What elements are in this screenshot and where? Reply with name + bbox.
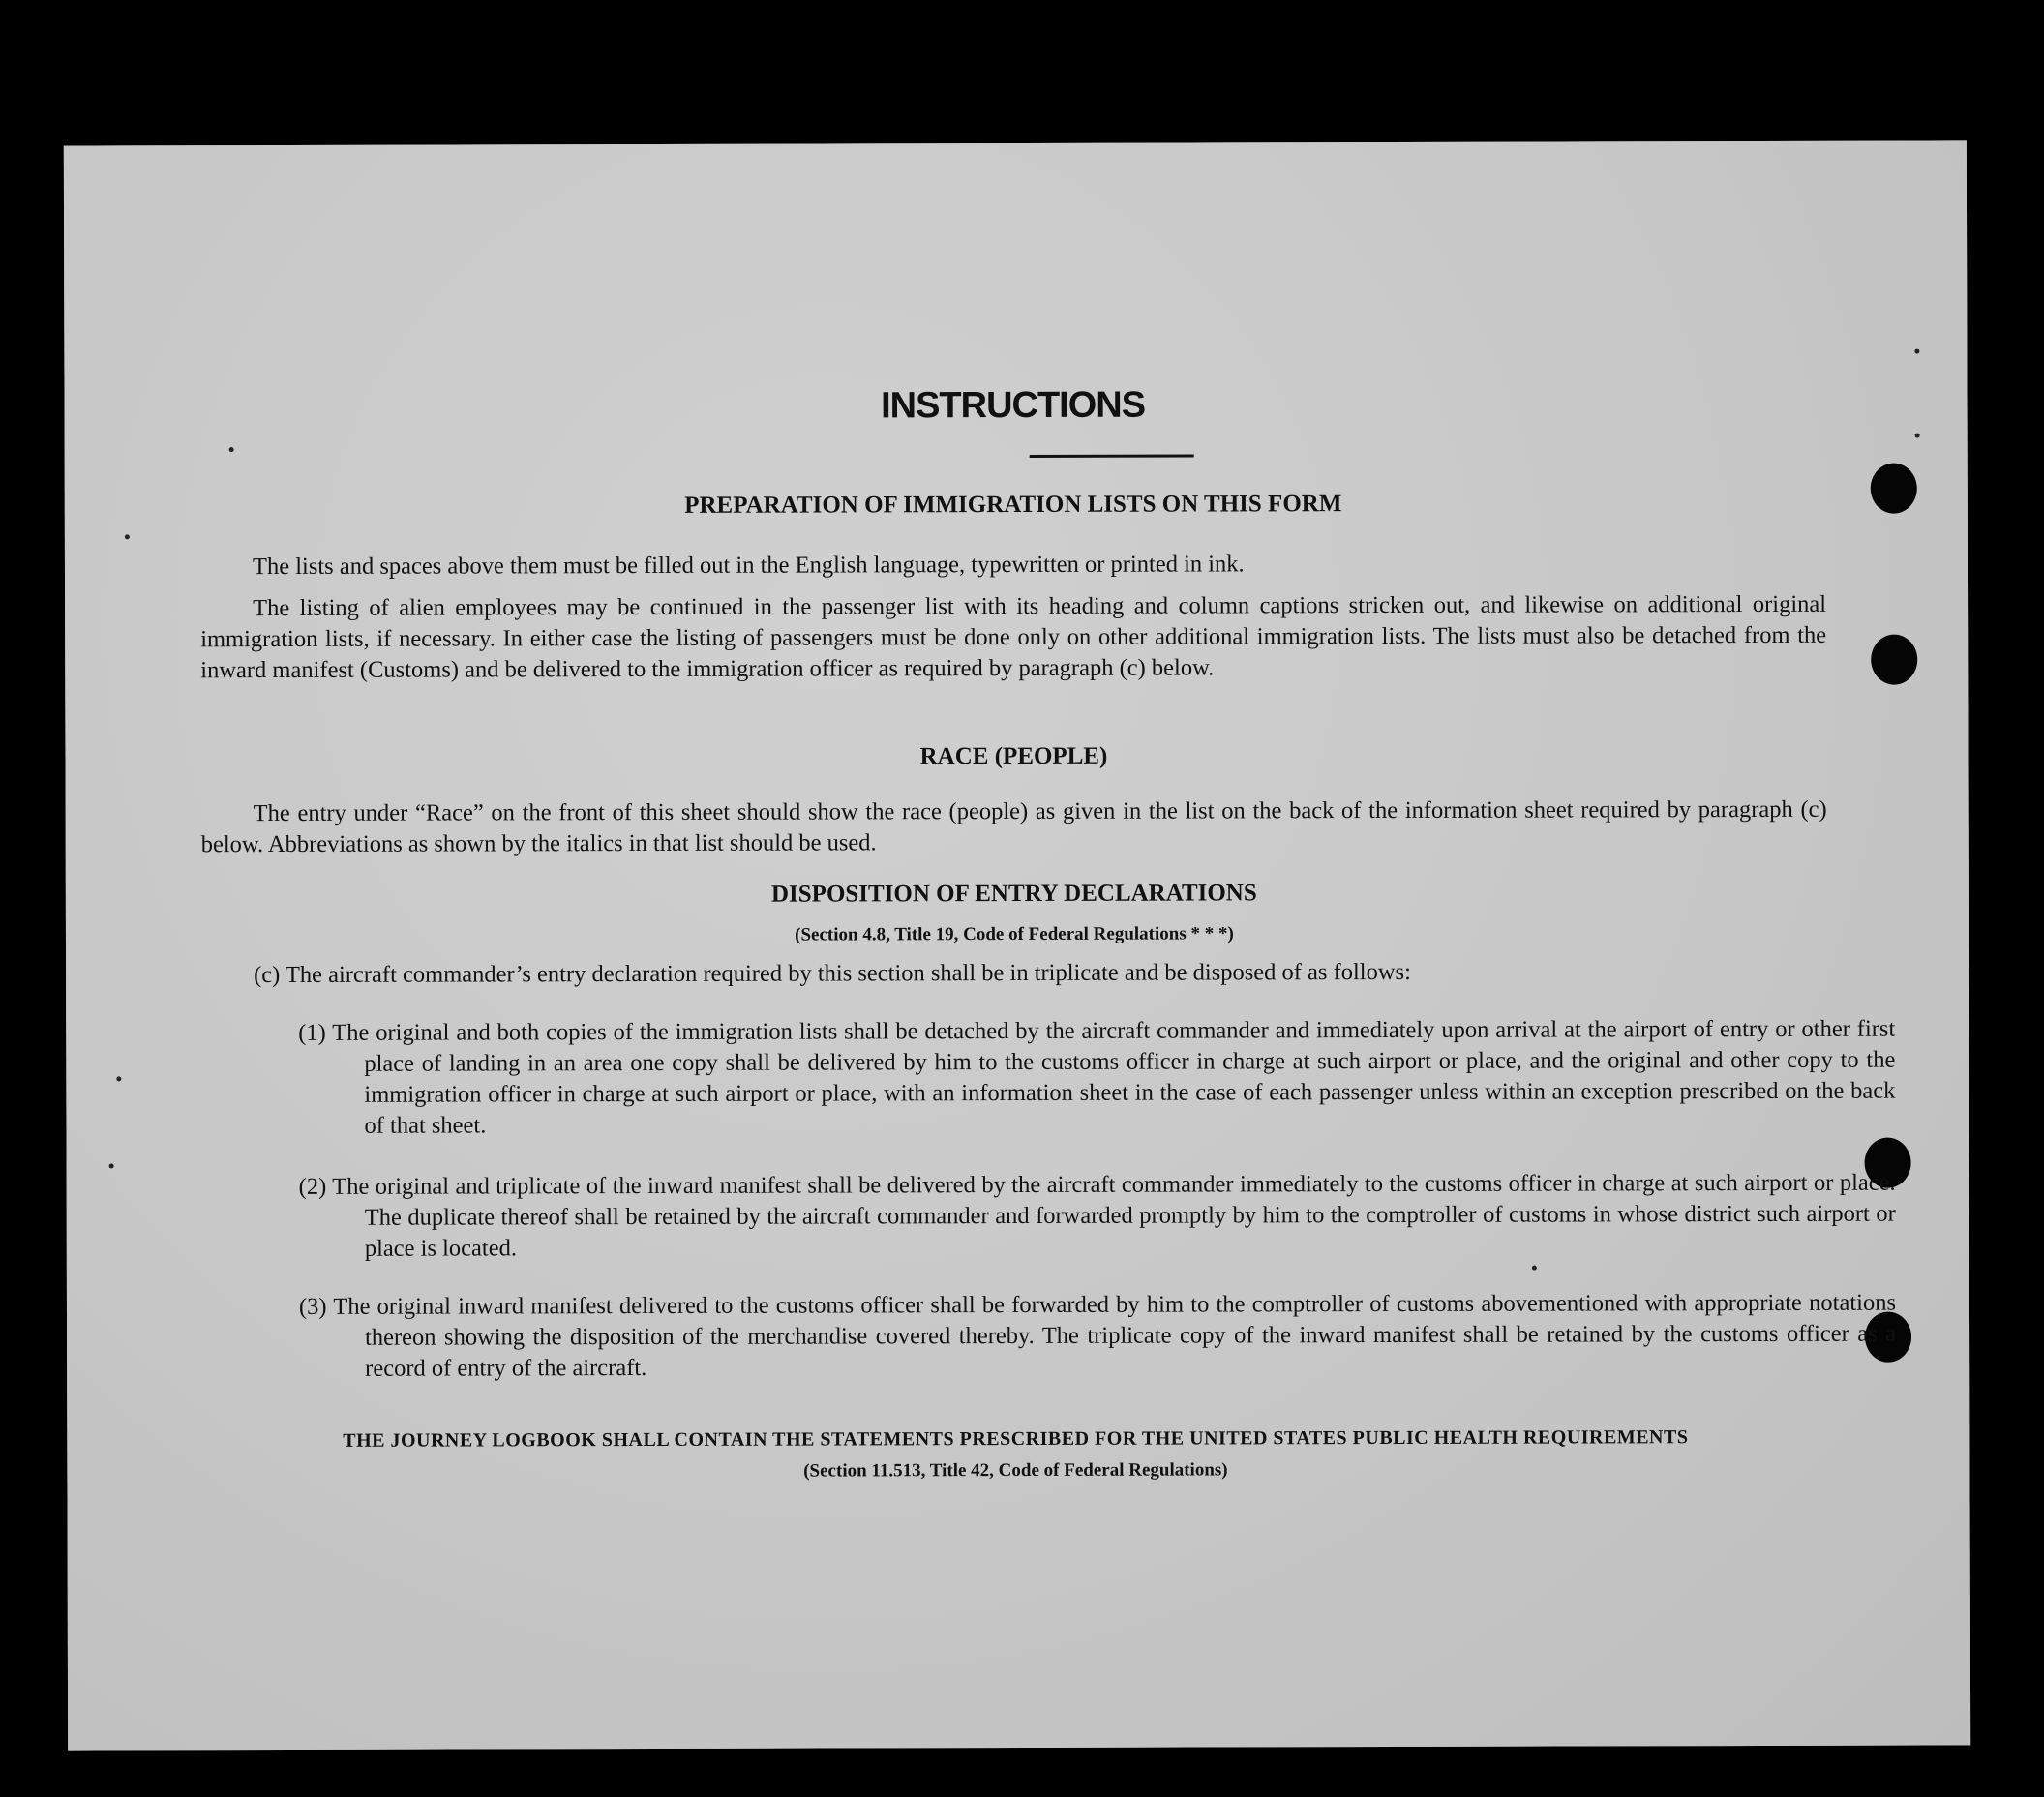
page-title: INSTRUCTIONS <box>880 384 1146 427</box>
list-item-1: (1) The original and both copies of the immigration lists shall be detached by the aircraft commander and immediately upon arrival at the airport of entry or other first place of landing in an area one copy shall be delivered by him to the customs officer in charge at such airport or place, and the original and other copy to the immigration officer in charge at such airport or place, with an information sheet in the case of each passenger unless within an exception prescribed on the back of that sheet. <box>298 1015 1896 1139</box>
speck <box>116 1076 121 1081</box>
footer-regulation: (Section 11.513, Title 42, Code of Federal Regulations) <box>803 1459 1228 1482</box>
punch-hole <box>1871 464 1917 514</box>
footer-health-requirements: THE JOURNEY LOGBOOK SHALL CONTAIN THE STATEMENTS PRESCRIBED FOR THE UNITED STATES PUBLIC HEALTH REQUIREMENTS <box>343 1426 1689 1452</box>
title-underline <box>1030 455 1194 458</box>
speck <box>125 534 130 539</box>
paragraph-lists-language: The lists and spaces above them must be filled out in the English language, typewritten or printed in ink. <box>252 551 1245 581</box>
list-item-3: (3) The original inward manifest delivered to the customs officer shall be forwarded by him to the comptroller of customs abovementioned with appropriate notations thereon showing the disposition of the merchandise covered thereby. The triplicate copy of the inward manifest shall be retained by the customs officer as a record of entry of the aircraft. <box>298 1289 1897 1382</box>
paragraph-c-intro: (c) The aircraft commander’s entry declaration required by this section shall be in triplicate and be disposed of as follows: <box>254 958 1411 989</box>
speck <box>229 447 234 452</box>
paragraph-race-entry: The entry under “Race” on the front of this sheet should show the race (people) as given in the list on the back of the information sheet required by paragraph (c) below. Abbreviations as shown by the italics in that list should be used. <box>200 795 1827 858</box>
speck <box>1532 1266 1537 1271</box>
list-item-2: (2) The original and triplicate of the inward manifest shall be delivered by the aircraft commander immediately to the customs officer in charge at such airport or place. The duplicate thereof shall be retained by the aircraft commander and forwarded promptly by him to the comptroller of customs in whose district such airport or place is located. <box>298 1169 1896 1262</box>
paragraph-alien-employees: The listing of alien employees may be continued in the passenger list with its heading and column captions stricken out, and likewise on additional original immigration lists, if necessary. In either case the listing of passengers must be done only on other additional immigration lists. The lists must also be detached from the inward manifest (Customs) and be delivered to the immigration officer as required by paragraph (c) below. <box>200 590 1827 684</box>
section-heading-disposition: DISPOSITION OF ENTRY DECLARATIONS <box>770 880 1257 908</box>
speck <box>109 1163 114 1168</box>
punch-hole <box>1871 635 1917 685</box>
document-sheet <box>64 140 1970 1750</box>
section-heading-race: RACE (PEOPLE) <box>919 742 1108 770</box>
document-body <box>199 141 1897 1482</box>
speck <box>1914 349 1919 354</box>
section-subheading-regulation: (Section 4.8, Title 19, Code of Federal Regulations * * *) <box>795 923 1234 945</box>
speck <box>1915 434 1920 438</box>
section-heading-preparation: PREPARATION OF IMMIGRATION LISTS ON THIS FORM <box>684 491 1342 519</box>
